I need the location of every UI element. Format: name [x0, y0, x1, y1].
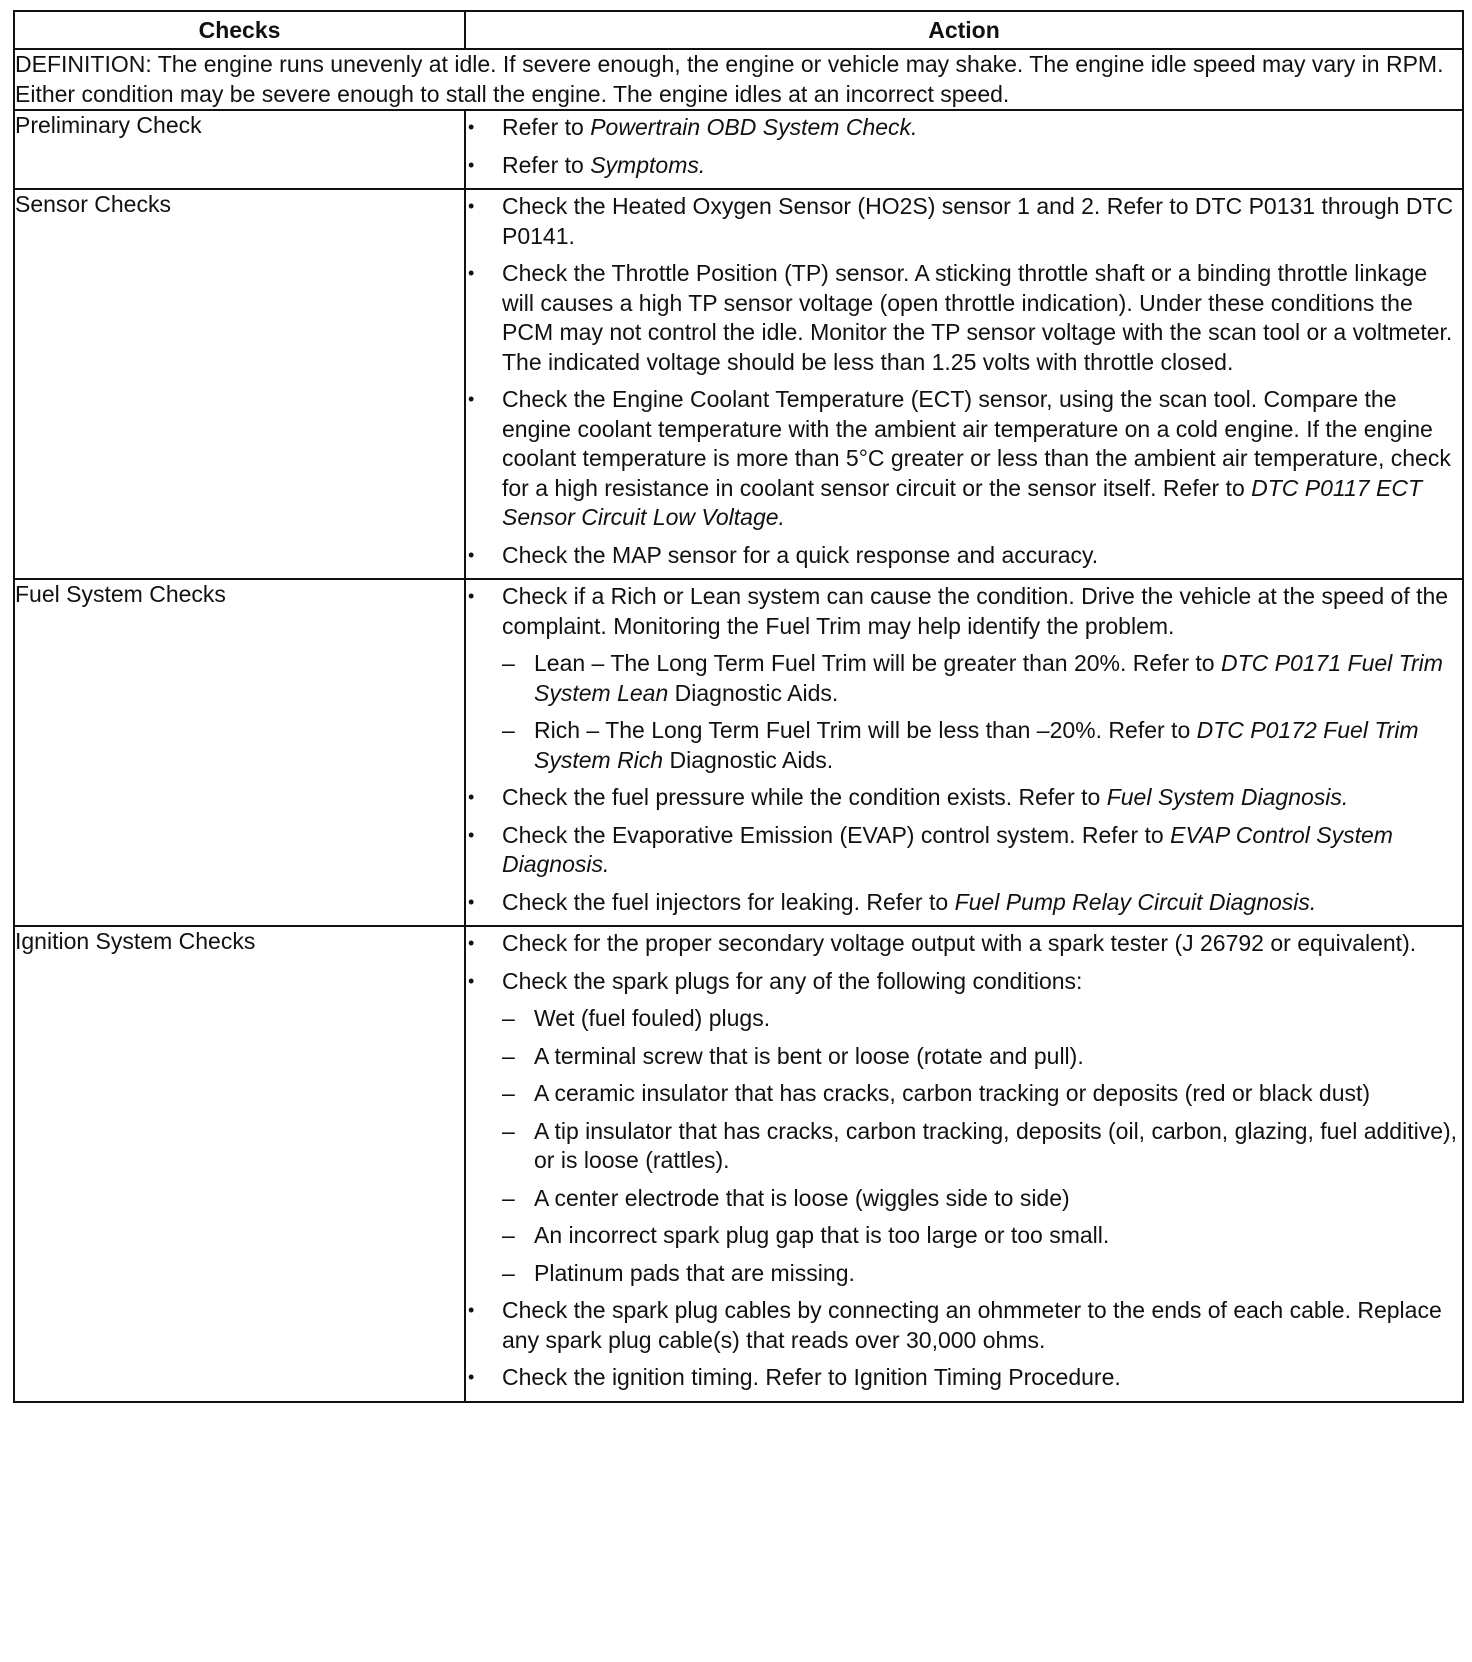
reference-text: DTC P0171 Fuel Trim System Lean: [534, 650, 1443, 706]
header-row: [14, 11, 1463, 49]
table-row: [14, 926, 1463, 1402]
diagnostic-table: [13, 10, 1464, 1403]
reference-text: Fuel System Diagnosis.: [1106, 784, 1349, 810]
bullet-item: • Check for the proper secondary voltage output with a spark tester (J 26792 or equivalent).: [466, 929, 1462, 959]
header-action: Action: [465, 11, 1463, 49]
check-label: Sensor Checks: [14, 189, 465, 579]
table-row: [14, 579, 1463, 926]
bullet-item: • Check the MAP sensor for a quick response and accuracy.: [466, 541, 1462, 571]
reference-text: DTC P0117 ECT Sensor Circuit Low Voltage.: [502, 474, 1422, 530]
bullet-item: • Refer to Symptoms.: [466, 151, 1462, 181]
bullet-list: [466, 113, 1462, 180]
bullet-item: • Check if a Rich or Lean system can cause the condition. Drive the vehicle at the speed of the complaint. Monitoring the Fuel Trim may help identify the problem.: [466, 582, 1462, 641]
table-row: [14, 110, 1463, 189]
bullet-item: • Check the ignition timing. Refer to Ignition Timing Procedure.: [466, 1363, 1462, 1393]
dash-item: – Wet (fuel fouled) plugs.: [466, 1004, 1462, 1034]
dash-item: – An incorrect spark plug gap that is too large or too small.: [466, 1221, 1462, 1251]
header-checks: Checks: [14, 11, 465, 49]
dash-item: – A terminal screw that is bent or loose (rotate and pull).: [466, 1042, 1462, 1072]
bullet-item: • Check the Throttle Position (TP) sensor. A sticking throttle shaft or a binding throttle linkage will causes a high TP sensor voltage (open throttle indication). Under these conditions the PCM may not control the idle. Monitor the TP sensor voltage with the scan tool or a voltmeter. The indicated voltage should be less than 1.25 volts with throttle closed.: [466, 259, 1462, 377]
reference-text: DTC P0172 Fuel Trim System Rich: [534, 717, 1419, 773]
bullet-list: [466, 582, 1462, 641]
action-cell: [465, 579, 1463, 926]
bullet-list: [466, 192, 1462, 570]
bullet-item: • Check the fuel injectors for leaking. Refer to Fuel Pump Relay Circuit Diagnosis.: [466, 888, 1462, 918]
reference-text: Symptoms.: [590, 151, 706, 178]
definition-row: [14, 49, 1463, 110]
reference-text: Fuel Pump Relay Circuit Diagnosis.: [954, 888, 1317, 915]
dash-item: – A ceramic insulator that has cracks, carbon tracking or deposits (red or black dust): [466, 1079, 1462, 1109]
dash-item: – Rich – The Long Term Fuel Trim will be less than –20%. Refer to DTC P0172 Fuel Trim System Rich Diagnostic Aids.: [466, 716, 1462, 775]
dash-list: [466, 1004, 1462, 1288]
dash-item: – A center electrode that is loose (wiggles side to side): [466, 1184, 1462, 1214]
check-label: Fuel System Checks: [14, 579, 465, 926]
table-row: [14, 189, 1463, 579]
bullet-item: • Check the Heated Oxygen Sensor (HO2S) sensor 1 and 2. Refer to DTC P0131 through DTC P0141.: [466, 192, 1462, 251]
bullet-list: [466, 783, 1462, 917]
dash-item: – A tip insulator that has cracks, carbon tracking, deposits (oil, carbon, glazing, fuel additive), or is loose (rattles).: [466, 1117, 1462, 1176]
action-cell: [465, 189, 1463, 579]
bullet-item: • Check the spark plugs for any of the following conditions:: [466, 967, 1462, 997]
check-label: Ignition System Checks: [14, 926, 465, 1402]
bullet-list: [466, 1296, 1462, 1393]
dash-list: [466, 649, 1462, 775]
bullet-item: • Check the Engine Coolant Temperature (ECT) sensor, using the scan tool. Compare the engine coolant temperature with the ambient air temperature on a cold engine. If the engine coolant temperature is more than 5°C greater or less than the ambient air temperature, check for a high resistance in coolant sensor circuit or the sensor itself. Refer to DTC P0117 ECT Sensor Circuit Low Voltage.: [466, 385, 1462, 533]
bullet-item: • Check the spark plug cables by connecting an ohmmeter to the ends of each cable. Replace any spark plug cable(s) that reads over 30,000 ohms.: [466, 1296, 1462, 1355]
dash-item: – Platinum pads that are missing.: [466, 1259, 1462, 1289]
action-cell: [465, 926, 1463, 1402]
bullet-list: [466, 929, 1462, 996]
reference-text: Powertrain OBD System Check.: [590, 114, 918, 140]
definition-text: DEFINITION: The engine runs unevenly at idle. If severe enough, the engine or vehicle may shake. The engine idle speed may vary in RPM. Either condition may be severe enough to stall the engine. The engine idles at an incorrect speed.: [14, 49, 1463, 110]
bullet-item: • Check the fuel pressure while the condition exists. Refer to Fuel System Diagnosis.: [466, 783, 1462, 813]
bullet-item: • Check the Evaporative Emission (EVAP) control system. Refer to EVAP Control System Diagnosis.: [466, 821, 1462, 880]
bullet-item: • Refer to Powertrain OBD System Check.: [466, 113, 1462, 143]
reference-text: EVAP Control System Diagnosis.: [502, 821, 1393, 877]
dash-item: – Lean – The Long Term Fuel Trim will be greater than 20%. Refer to DTC P0171 Fuel Trim System Lean Diagnostic Aids.: [466, 649, 1462, 708]
action-cell: [465, 110, 1463, 189]
check-label: Preliminary Check: [14, 110, 465, 189]
